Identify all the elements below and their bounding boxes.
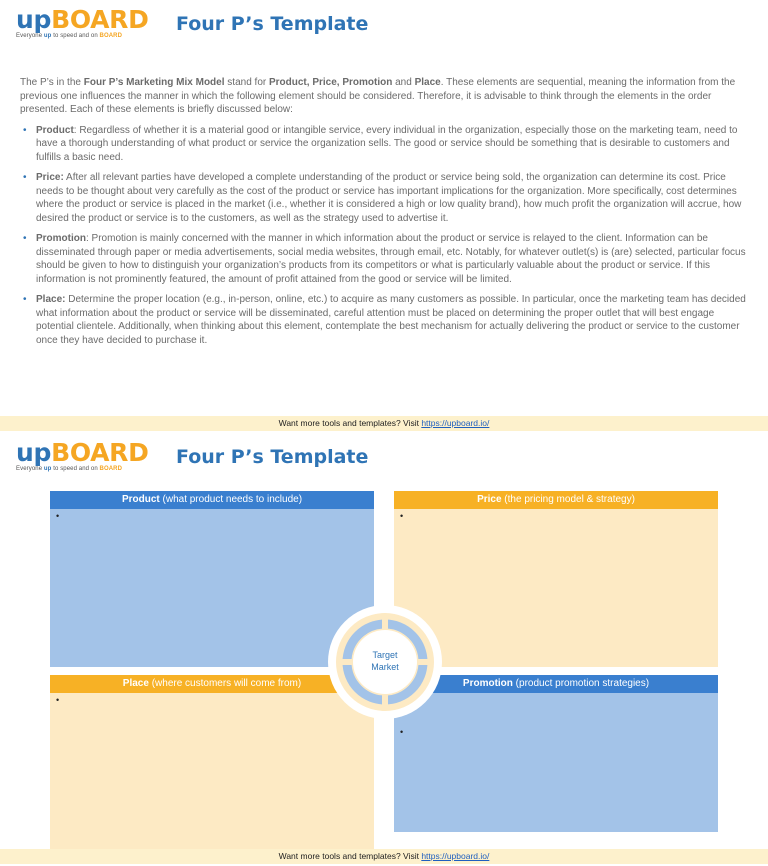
- logo-wordmark: upBOARD: [16, 438, 149, 467]
- bullet-icon: •: [23, 124, 27, 136]
- target-market-label: Target Market: [371, 650, 399, 672]
- page-title: Four P’s Template: [176, 446, 369, 468]
- list-item-price: • Price: After all relevant parties have developed a complete understanding of the product or service being sold, the organization can determine its cost. Price needs to be thought about very carefully as the cost of the product or service has important implications for the organization. More specifically, cost determines where the product or service is placed in the market (i.e., whether it is considered a high or low quality brand), how much profit the organization will accrue, how desired the product or service is to the customers, as well as the strategy used to advertise it.: [23, 172, 742, 224]
- list-item-product: • Product: Regardless of whether it is a material good or intangible service, every individual in the organization, especially those on the marketing team, need to have a thorough understanding of what product or service the organization sells. The good or service should be something that is desirable to customers and fulfills a basic need.: [23, 124, 738, 163]
- product-quadrant: [50, 491, 374, 667]
- logo-tagline: Everyone up to speed and on BOARD: [16, 466, 123, 472]
- price-header: Price (the pricing model & strategy): [394, 491, 718, 509]
- page-title: Four P’s Template: [176, 13, 369, 35]
- bullet-icon: •: [23, 172, 27, 183]
- product-input-area[interactable]: [50, 509, 374, 667]
- upboard-link[interactable]: https://upboard.io/: [421, 418, 490, 428]
- place-header: Place (where customers will come from): [50, 675, 374, 693]
- upboard-logo: [16, 440, 149, 473]
- bullet-icon: •: [56, 511, 60, 521]
- bullet-icon: •: [56, 695, 60, 705]
- product-header: Product (what product needs to include): [50, 491, 374, 509]
- footer-banner: Want more tools and templates? Visit https://upboard.io/: [0, 416, 768, 431]
- intro-paragraph: The P’s in the Four P’s Marketing Mix Model stand for Product, Price, Promotion and Place. These elements are sequential, meaning the information from the previous one influences the manner in which the following element should be considered. Therefore, it is advisable to think through the elements in the order presented. Each of these elements is briefly discussed below:: [20, 77, 736, 115]
- place-input-area[interactable]: [50, 693, 374, 850]
- bullet-icon: •: [23, 294, 27, 305]
- upboard-logo: [16, 7, 149, 40]
- bullet-icon: •: [400, 727, 404, 737]
- bullet-icon: •: [400, 511, 404, 521]
- list-item-promotion: • Promotion: Promotion is mainly concerned with the manner in which information about the product or service is relayed to the client. Information can be disseminated through paper or media advertisements, social media websites, through email, etc. Notably, for whatever outlet(s) is (are) selected, particular focus should be given to how to distinguish your organization’s products from its competitors or what is particularly valuable about the product or service. If this information is not prominently featured, the amount of profit attained from the good or service will be limited.: [23, 233, 746, 285]
- four-ps-list: [20, 124, 746, 348]
- promotion-header: Promotion (product promotion strategies): [394, 675, 718, 693]
- logo-wordmark: upBOARD: [16, 5, 149, 34]
- place-quadrant: [50, 675, 374, 850]
- logo-tagline: Everyone up to speed and on BOARD: [16, 33, 123, 39]
- target-market-diagram: [327, 604, 443, 720]
- intro-section: [20, 76, 746, 354]
- bullet-icon: •: [23, 233, 27, 244]
- footer-banner: Want more tools and templates? Visit https://upboard.io/: [0, 849, 768, 864]
- list-item-place: • Place: Determine the proper location (e.g., in-person, online, etc.) to acquire as many customers as possible. In particular, once the marketing team has decided what information about the product or service will be disseminated, careful attention must be placed on determining the proper outlet that will best engage potential clientele. Additionally, when thinking about this element, contemplate the best mechanism for actually delivering the product or service to the customer once they have decided to purchase it.: [23, 294, 746, 346]
- upboard-link[interactable]: https://upboard.io/: [421, 851, 490, 861]
